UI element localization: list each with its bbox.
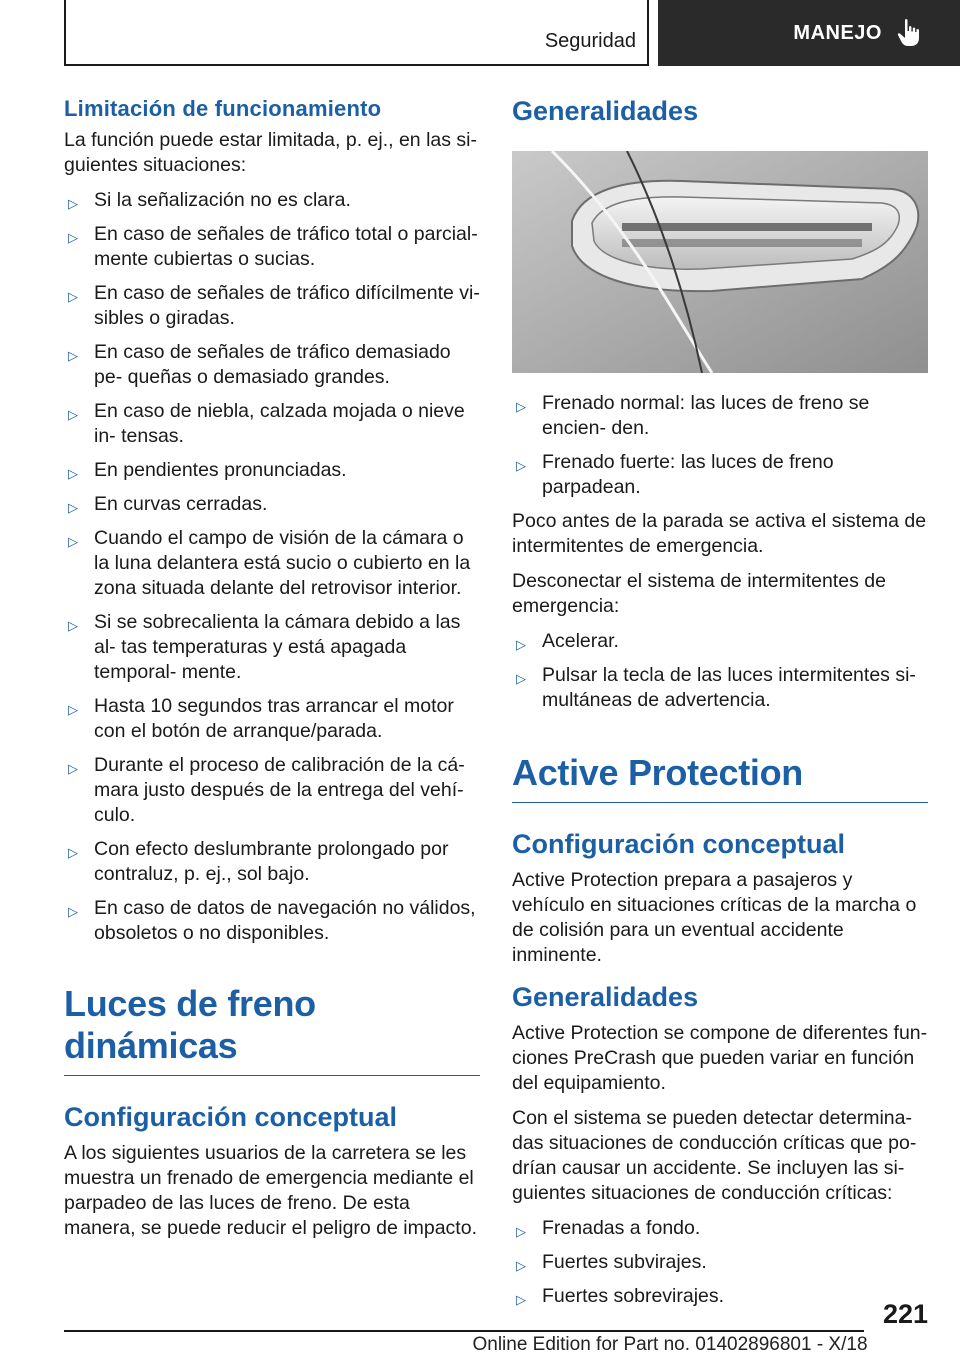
triangle-right-icon: ▷ — [516, 637, 526, 652]
triangle-right-icon: ▷ — [68, 289, 78, 304]
triangle-right-icon: ▷ — [68, 702, 78, 717]
triangle-right-icon: ▷ — [68, 196, 78, 211]
list-item: ▷ En pendientes pronunciadas. — [64, 458, 480, 483]
general2-text-1: Active Protection se compone de diferentes fun- ciones PreCrash que pueden variar en función del equipamiento. — [512, 1022, 928, 1094]
limitation-list — [64, 188, 480, 946]
list-item: ▷ En caso de señales de tráfico demasiado pe- queñas o demasiado grandes. — [68, 341, 451, 388]
triangle-right-icon: ▷ — [516, 399, 526, 414]
list-item: ▷ En caso de datos de navegación no válidos, obsoletos o no disponibles. — [68, 897, 476, 944]
header-underline — [64, 64, 648, 66]
disconnect-list — [512, 629, 928, 713]
general2-text-2: Con el sistema se pueden detectar determina- das situaciones de conducción críticas que po- drían causar un accidente. Se incluyen las si- guientes situaciones de conducción críticas: — [512, 1107, 917, 1204]
list-item: ▷ Si la señalización no es clara. — [64, 188, 480, 213]
list-item: ▷ Durante el proceso de calibración de la cá- mara justo después de la entrega del vehí- culo. — [68, 754, 465, 826]
list-item: ▷ Fuertes subvirajes. — [512, 1250, 928, 1275]
triangle-right-icon: ▷ — [516, 458, 526, 473]
triangle-right-icon: ▷ — [68, 407, 78, 422]
heading-concept-2: Configuración conceptual — [512, 829, 846, 859]
section-title-active-protection: Active Protection — [512, 752, 928, 803]
triangle-right-icon: ▷ — [68, 500, 78, 515]
left-column — [64, 96, 480, 1251]
heading-general: Generalidades — [512, 96, 699, 126]
critical-list — [512, 1216, 928, 1309]
list-item: ▷ En caso de señales de tráfico total o parcial- mente cubiertas o sucias. — [68, 223, 478, 270]
list-item: ▷ Pulsar la tecla de las luces intermitentes si- multáneas de advertencia. — [516, 664, 916, 711]
concept-text-2: Active Protection prepara a pasajeros y vehículo en situaciones críticas de la marcha o de colisión para un eventual accidente inminente. — [512, 869, 917, 966]
heading-general-2: Generalidades — [512, 982, 699, 1012]
triangle-right-icon: ▷ — [516, 671, 526, 686]
list-item: ▷ Con efecto deslumbrante prolongado por contraluz, p. ej., sol bajo. — [68, 838, 449, 885]
header-left-rule — [64, 0, 66, 66]
hand-pointer-icon — [896, 18, 922, 48]
chapter-label: MANEJO — [793, 21, 882, 44]
page-number: 221 — [882, 1299, 928, 1329]
list-item: ▷ En curvas cerradas. — [64, 492, 480, 517]
list-item: ▷ Acelerar. — [512, 629, 928, 654]
triangle-right-icon: ▷ — [68, 466, 78, 481]
triangle-right-icon: ▷ — [68, 230, 78, 245]
header-chapter-tab — [658, 0, 960, 66]
triangle-right-icon: ▷ — [68, 761, 78, 776]
list-item: ▷ Frenado normal: las luces de freno se encien- den. — [516, 392, 870, 439]
triangle-right-icon: ▷ — [516, 1292, 526, 1307]
right-column — [512, 96, 928, 1318]
header-section-title: Seguridad — [544, 30, 636, 52]
list-item: ▷ Hasta 10 segundos tras arrancar el motor con el botón de arranque/parada. — [68, 695, 454, 742]
heading-concept: Configuración conceptual — [64, 1102, 398, 1132]
triangle-right-icon: ▷ — [68, 618, 78, 633]
hazard-text: Poco antes de la parada se activa el sistema de intermitentes de emergencia. — [512, 510, 927, 557]
triangle-right-icon: ▷ — [68, 845, 78, 860]
list-item: ▷ Frenadas a fondo. — [512, 1216, 928, 1241]
heading-limitation: Limitación de funcionamiento — [64, 96, 382, 121]
list-item: ▷ Fuertes sobrevirajes. — [512, 1284, 928, 1309]
limitation-intro: La función puede estar limitada, p. ej., en las si- guientes situaciones: — [64, 129, 477, 176]
triangle-right-icon: ▷ — [68, 348, 78, 363]
triangle-right-icon: ▷ — [68, 904, 78, 919]
section-title-brake-lights: Luces de freno dinámicas — [64, 983, 480, 1076]
list-item: ▷ Cuando el campo de visión de la cámara o la luna delantera está sucio o cubierto en la zona situada delante del retrovisor interior. — [68, 527, 471, 599]
footer-rule — [64, 1330, 864, 1332]
disconnect-text: Desconectar el sistema de intermitentes de emergencia: — [512, 570, 886, 617]
triangle-right-icon: ▷ — [516, 1224, 526, 1239]
list-item: ▷ En caso de señales de tráfico difícilmente vi- sibles o giradas. — [68, 282, 480, 329]
triangle-right-icon: ▷ — [68, 534, 78, 549]
brake-list — [512, 391, 928, 500]
header-divider — [647, 0, 649, 66]
list-item: ▷ Frenado fuerte: las luces de freno parpadean. — [516, 451, 834, 498]
concept-text: A los siguientes usuarios de la carretera se les muestra un frenado de emergencia mediante el parpadeo de las luces de freno. De esta manera, se puede reducir el peligro de impacto. — [64, 1142, 477, 1239]
list-item: ▷ Si se sobrecalienta la cámara debido a las al- tas temperaturas y está apagada temporal- mente. — [68, 611, 461, 683]
brake-light-illustration — [512, 151, 928, 373]
footer-edition: Online Edition for Part no. 01402896801 - X/18 — [472, 1334, 868, 1355]
list-item: ▷ En caso de niebla, calzada mojada o nieve in- tensas. — [68, 400, 465, 447]
triangle-right-icon: ▷ — [516, 1258, 526, 1273]
